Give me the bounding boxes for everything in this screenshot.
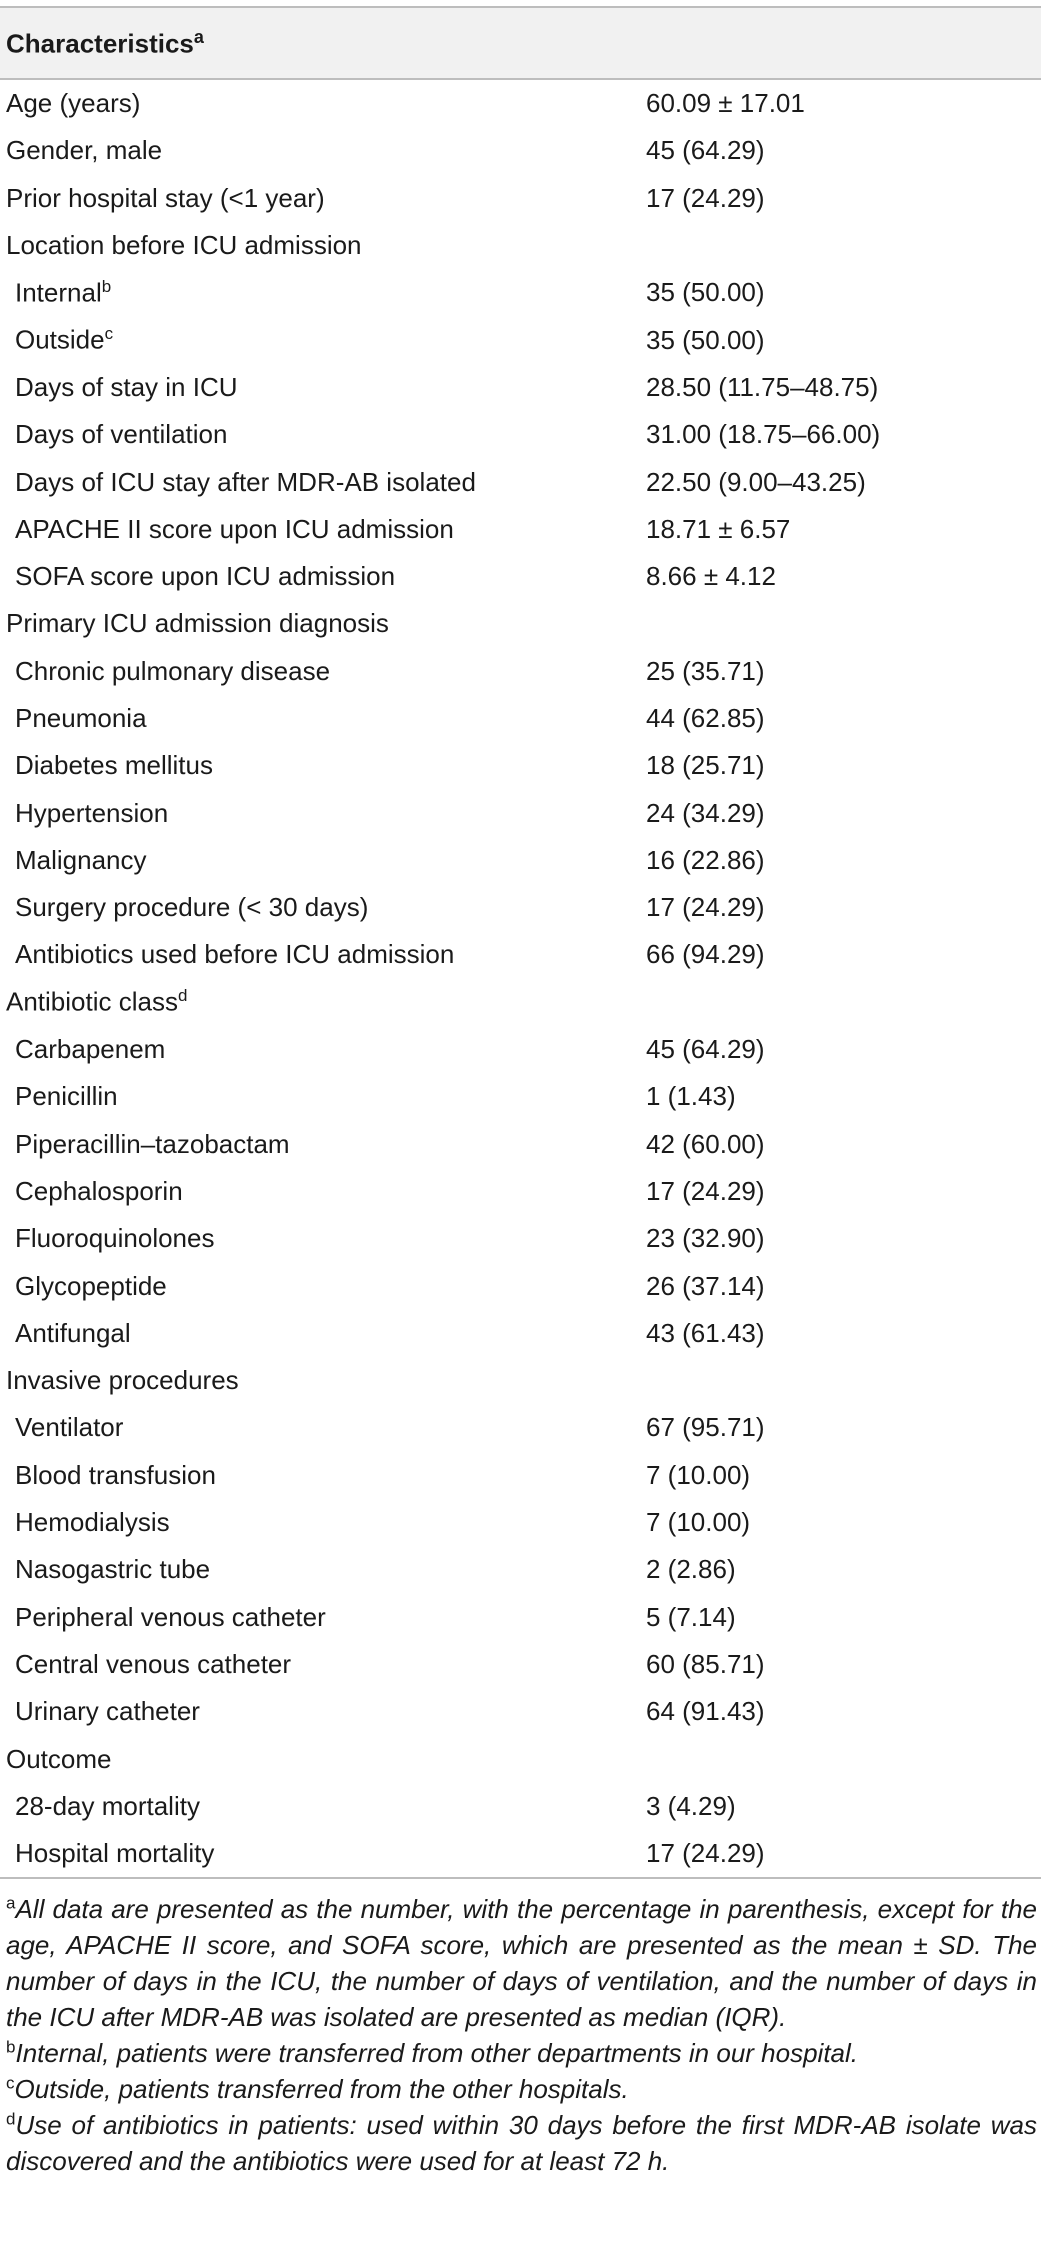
row-value: 17 (24.29) (646, 892, 765, 923)
row-value: 2 (2.86) (646, 1554, 736, 1585)
row-label: SOFA score upon ICU admission (15, 561, 396, 592)
table-row (0, 1546, 1041, 1593)
table-row (0, 1830, 1041, 1878)
row-value: 17 (24.29) (646, 182, 765, 213)
row-label: Outcome (6, 1743, 112, 1774)
row-label: Cephalosporin (15, 1175, 183, 1206)
row-label: Internal (15, 277, 102, 308)
row-value: 45 (64.29) (646, 135, 765, 166)
table-row (0, 411, 1041, 458)
table-row (0, 175, 1041, 222)
footnote-mark: d (6, 2109, 16, 2129)
row-value (642, 222, 1041, 269)
row-label-cell (0, 1830, 642, 1878)
table-row (0, 364, 1041, 411)
row-label-cell (0, 1310, 642, 1357)
footnote-d (6, 2107, 1037, 2179)
row-label-cell (0, 222, 642, 269)
row-label-cell (0, 175, 642, 222)
row-value (642, 979, 1041, 1026)
table-row (0, 695, 1041, 742)
table-row (0, 884, 1041, 931)
row-value: 42 (60.00) (646, 1128, 765, 1159)
row-label-cell (0, 837, 642, 884)
row-label-cell (0, 979, 642, 1026)
footnote-c (6, 2071, 1037, 2107)
row-label: APACHE II score upon ICU admission (15, 513, 454, 544)
row-label: Blood transfusion (15, 1459, 216, 1490)
row-value: 26 (37.14) (646, 1270, 765, 1301)
row-label-cell (0, 1499, 642, 1546)
row-label: Days of ICU stay after MDR-AB isolated (15, 466, 476, 497)
footnote-mark: a (6, 1893, 16, 1913)
row-value: 60 (85.71) (646, 1648, 765, 1679)
row-label-cell (0, 1026, 642, 1073)
row-value: 3 (4.29) (646, 1790, 736, 1821)
row-value: 66 (94.29) (646, 939, 765, 970)
row-label-cell (0, 1688, 642, 1735)
row-label-cell (0, 1783, 642, 1830)
characteristics-table (0, 6, 1041, 1879)
footnote-a (6, 1891, 1037, 2035)
table-row (0, 979, 1041, 1026)
row-value: 23 (32.90) (646, 1223, 765, 1254)
row-label: Carbapenem (15, 1034, 166, 1065)
row-label-cell (0, 648, 642, 695)
row-label-cell (0, 411, 642, 458)
row-label-cell (0, 931, 642, 978)
row-label-cell (0, 1641, 642, 1688)
row-value: 22.50 (9.00–43.25) (646, 466, 866, 497)
table-row (0, 1404, 1041, 1451)
row-label-cell (0, 1168, 642, 1215)
table-row (0, 79, 1041, 127)
table-row (0, 837, 1041, 884)
table-row (0, 1499, 1041, 1546)
row-label: Penicillin (15, 1081, 118, 1112)
footnote-mark: c (6, 2073, 15, 2093)
row-label: Antibiotics used before ICU admission (15, 939, 455, 970)
header-footnote-mark: a (193, 26, 204, 47)
table-row (0, 1641, 1041, 1688)
row-value: 60.09 ± 17.01 (646, 88, 805, 119)
row-label-cell (0, 553, 642, 600)
header-characteristics (0, 7, 1041, 79)
row-value: 67 (95.71) (646, 1412, 765, 1443)
row-label: Invasive procedures (6, 1365, 239, 1396)
row-label: Location before ICU admission (6, 230, 362, 261)
table-row (0, 222, 1041, 269)
row-label: Hypertension (15, 797, 169, 828)
table-row (0, 1310, 1041, 1357)
table-row (0, 1121, 1041, 1168)
table-row (0, 1783, 1041, 1830)
row-label: Diabetes mellitus (15, 750, 213, 781)
row-footnote-mark: d (177, 986, 188, 1006)
row-label: Antibiotic class (6, 987, 178, 1018)
footnote-b (6, 2035, 1037, 2071)
row-value: 35 (50.00) (646, 324, 765, 355)
row-label: Central venous catheter (15, 1648, 292, 1679)
row-value (642, 1357, 1041, 1404)
row-label: Glycopeptide (15, 1270, 167, 1301)
row-label: Primary ICU admission diagnosis (6, 608, 389, 639)
row-label: Surgery procedure (< 30 days) (15, 892, 369, 923)
row-value: 17 (24.29) (646, 1175, 765, 1206)
table-row (0, 648, 1041, 695)
row-footnote-mark: b (101, 277, 112, 296)
row-label-cell (0, 789, 642, 836)
row-label-cell (0, 1215, 642, 1262)
row-footnote-mark: c (104, 324, 114, 344)
row-value: 7 (10.00) (646, 1507, 751, 1538)
row-label-cell (0, 1073, 642, 1120)
row-value (642, 600, 1041, 647)
row-value: 17 (24.29) (642, 1830, 1041, 1878)
row-label: Chronic pulmonary disease (15, 655, 331, 686)
row-label: Gender, male (6, 135, 163, 166)
footnote-text: Use of antibiotics in patients: used within 30 days before the first MDR-AB isolate was discovered and the antibiotics were used for at least 72 h. (6, 2110, 1037, 2177)
row-label-cell (0, 1546, 642, 1593)
row-value (642, 1735, 1041, 1782)
table-row (0, 742, 1041, 789)
footnote-text: All data are presented as the number, with the percentage in parenthesis, except for the age, APACHE II score, and SOFA score, which are presented as the mean ± SD. The number of days in the ICU, the number of days of ventilation, and the number of days in the ICU after MDR-AB was isolated are presented as median (IQR). (6, 1894, 1037, 2033)
row-label: Days of ventilation (15, 419, 228, 450)
row-label-cell (0, 79, 642, 127)
row-label-cell (0, 1121, 642, 1168)
row-label-cell (0, 1404, 642, 1451)
table-row (0, 1073, 1041, 1120)
row-value: 24 (34.29) (646, 797, 765, 828)
table-body (0, 79, 1041, 1878)
row-label-cell (0, 458, 642, 505)
table-row (0, 789, 1041, 836)
row-label: Peripheral venous catheter (15, 1601, 326, 1632)
table-header-row (0, 7, 1041, 79)
footnote-text: Internal, patients were transferred from other departments in our hospital. (15, 2038, 859, 2069)
row-label: Pneumonia (15, 703, 147, 733)
row-value: 8.66 ± 4.12 (646, 561, 776, 592)
row-label: Outside (15, 324, 105, 355)
row-label: Urinary catheter (15, 1696, 200, 1727)
table-row (0, 506, 1041, 553)
row-label-cell (0, 506, 642, 553)
table-row (0, 458, 1041, 505)
table-row (0, 1452, 1041, 1499)
table-row (0, 1688, 1041, 1735)
row-label-cell (0, 884, 642, 931)
row-label-cell (0, 316, 642, 363)
table-row (0, 1594, 1041, 1641)
table-row (0, 931, 1041, 978)
row-value: 44 (62.85) (646, 703, 765, 733)
table-row (0, 1215, 1041, 1262)
row-label-cell (0, 364, 642, 411)
table-row (0, 316, 1041, 363)
header-label: Characteristics (6, 28, 194, 59)
row-label-cell (0, 600, 642, 647)
row-value: 43 (61.43) (646, 1317, 765, 1348)
table-row (0, 1168, 1041, 1215)
table-row (0, 1262, 1041, 1309)
row-value: 16 (22.86) (646, 844, 765, 875)
row-value: 25 (35.71) (646, 655, 765, 686)
table-row (0, 269, 1041, 316)
row-label-cell (0, 695, 642, 742)
row-value: 7 (10.00) (646, 1459, 751, 1490)
row-value: 28.50 (11.75–48.75) (646, 371, 879, 402)
table-row (0, 1026, 1041, 1073)
row-label: Hemodialysis (15, 1507, 170, 1538)
table-row (0, 1357, 1041, 1404)
row-label-cell (0, 1594, 642, 1641)
row-label: Antifungal (15, 1317, 131, 1348)
row-value: 31.00 (18.75–66.00) (646, 419, 881, 450)
row-label-cell (0, 1357, 642, 1404)
row-label: Ventilator (15, 1412, 124, 1443)
row-label: Nasogastric tube (15, 1554, 211, 1585)
row-value: 64 (91.43) (646, 1696, 765, 1727)
row-label-cell (0, 1735, 642, 1782)
row-label-cell (0, 127, 642, 174)
row-label: Malignancy (15, 844, 147, 875)
row-label: Hospital mortality (15, 1838, 215, 1869)
row-value: 18 (25.71) (646, 750, 765, 781)
row-value: 45 (64.29) (646, 1034, 765, 1065)
row-label-cell (0, 269, 642, 316)
row-value: 35 (50.00) (646, 277, 765, 308)
footnote-text: Outside, patients transferred from the other hospitals. (14, 2074, 629, 2105)
row-label-cell (0, 742, 642, 789)
table-row (0, 1735, 1041, 1782)
row-value: 5 (7.14) (646, 1601, 736, 1632)
row-label-cell (0, 1452, 642, 1499)
row-value: 18.71 ± 6.57 (646, 513, 791, 544)
row-label: 28-day mortality (15, 1790, 200, 1821)
row-label: Fluoroquinolones (15, 1223, 215, 1254)
row-label: Prior hospital stay (<1 year) (6, 182, 325, 213)
row-label: Days of stay in ICU (15, 371, 238, 402)
row-label: Piperacillin–tazobactam (15, 1128, 290, 1159)
table-row (0, 127, 1041, 174)
table-row (0, 600, 1041, 647)
table-row (0, 553, 1041, 600)
row-value: 1 (1.43) (646, 1081, 736, 1112)
footnote-mark: b (6, 2037, 16, 2057)
row-label: Age (years) (6, 88, 141, 119)
footnotes (0, 1879, 1041, 2179)
row-label-cell (0, 1262, 642, 1309)
